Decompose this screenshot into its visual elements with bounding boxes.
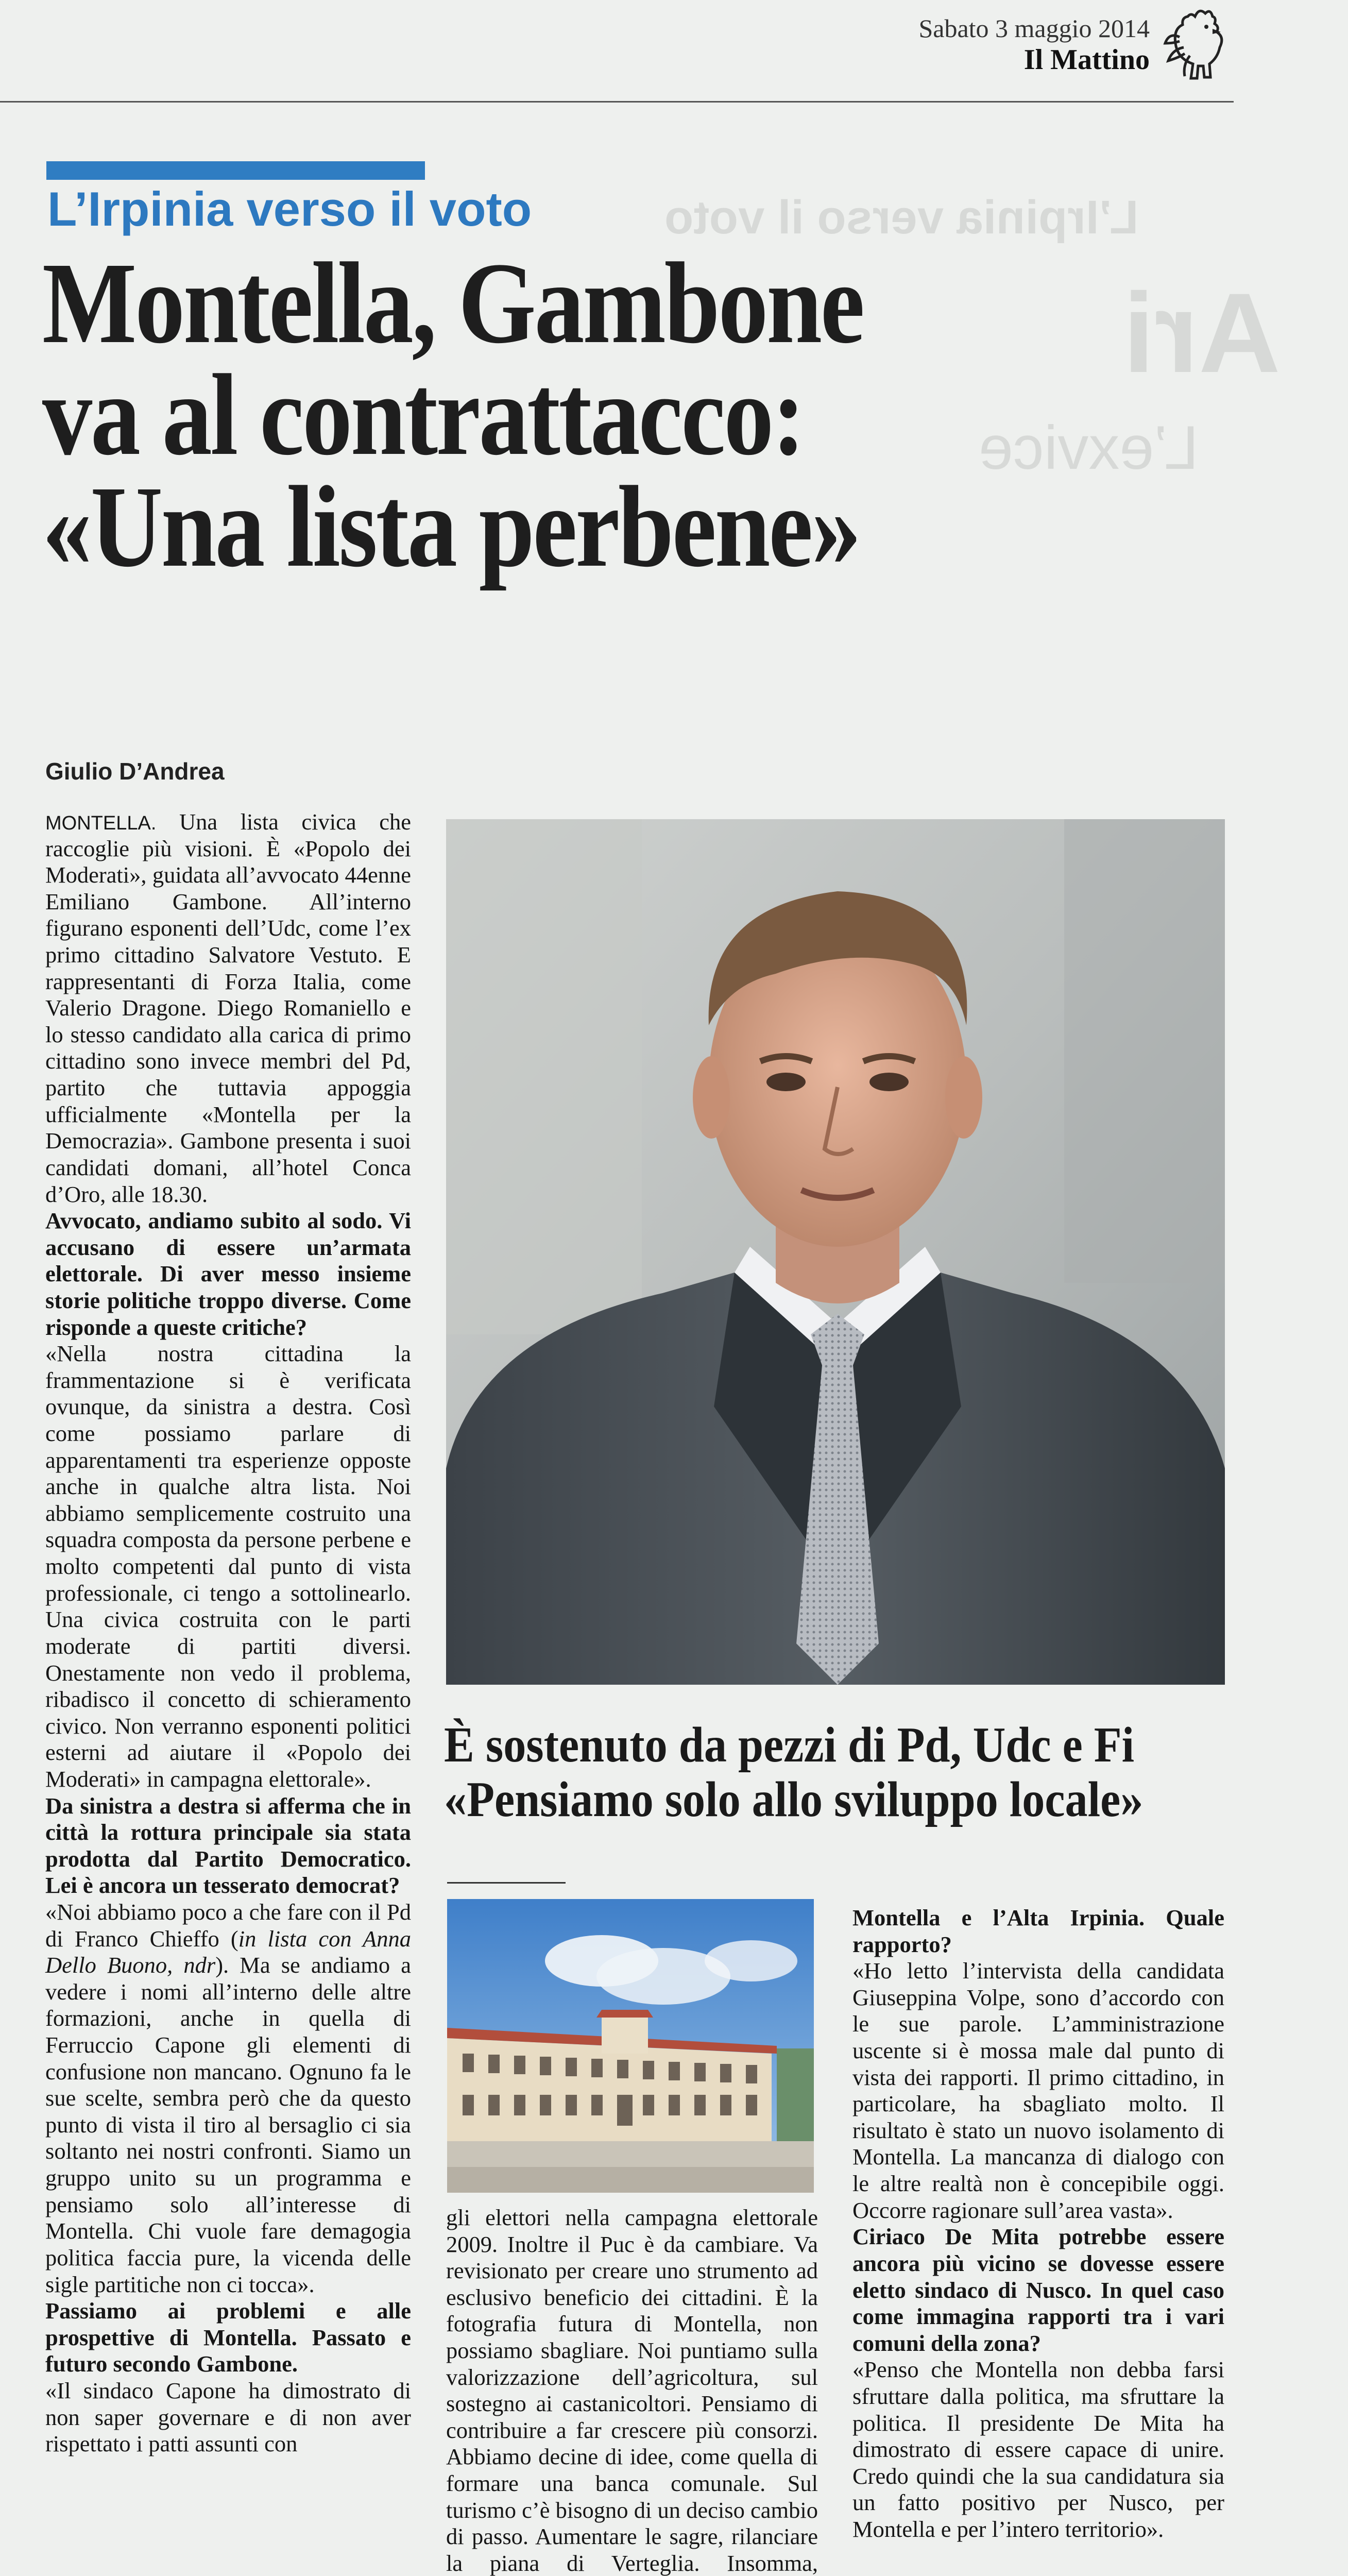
byline: Giulio D’Andrea: [45, 758, 225, 785]
answer-5: «Penso che Montella non debba farsi sfruttare dalla politica, ma sfruttare la politica. Il presidente De Mita ha dimostrato di essere capace di unire. Credo quindi che la sua candidatura sia un fatto positivo per Nusco, per Montella e per l’intero territorio».: [852, 2357, 1224, 2543]
article-column-2: [446, 2205, 818, 2576]
headline-line-2: va al contrattacco:: [42, 350, 804, 479]
headline-line-3: «Una lista perbene»: [42, 462, 860, 591]
dateline: MONTELLA.: [45, 812, 157, 834]
bleed-kicker: L’Irpinia verso il voto: [664, 191, 1139, 244]
lead-text: Una lista civica che raccoglie più visioni. È «Popolo dei Moderati», guidata all’avvocato 44enne Emiliano Gambone. All’interno figurano esponenti dell’Udc, come l’ex primo cittadino Salvatore Vestuto. E rappresentanti di Forza Italia, come Valerio Dragone. Diego Romaniello e lo stesso candidato alla carica di primo cittadino sono invece membri del Pd, partito che tuttavia appoggia ufficialmente «Montella per la Democrazia». Gambone presenta i suoi candidati domani, all’hotel Conca d’Oro, alle 18.30.: [45, 809, 411, 1207]
question-2-text: Da sinistra a destra si afferma che in città la rottura principale sia stata prodotta dal Partito Democratico. Lei è ancora un tesserato democrat?: [45, 1792, 411, 1899]
bleed-subline: L’exvice: [979, 413, 1199, 482]
answer-1: «Nella nostra cittadina la frammentazione si è verificata ovunque, da sinistra a destra. Così come possiamo parlare di apparentamenti tra esperienze opposte anche in qualche altra lista. Noi abbiamo semplicemente costruito una squadra composta da persone perbene e molto competenti dal punto di vista professionale, ci tengo a sottolinearlo. Una civica costruita con le parti moderate di partiti diversi. Onestamente non vedo il problema, ribadisco il concetto di schieramento civico. Non verranno esponenti politici esterni ad aiutare il «Popolo dei Moderati» in campagna elettorale».: [45, 1341, 411, 1792]
question-3-text: Passiamo ai problemi e alle prospettive di Montella. Passato e futuro secondo Gambone.: [45, 2298, 411, 2377]
headline: [42, 239, 863, 591]
subheadline-line-1: È sostenuto da pezzi di Pd, Udc e Fi: [444, 1717, 1135, 1773]
question-2: [45, 1793, 411, 1899]
subheadline-line-2: «Pensiamo solo allo sviluppo locale»: [444, 1771, 1144, 1827]
article-column-1: [45, 809, 411, 2458]
answer-2-note: in lista con Anna Dello Buono, ndr: [45, 1925, 411, 1978]
question-4-text: Montella e l’Alta Irpinia. Quale rapporto?: [852, 1905, 1224, 1957]
answer-3: «Il sindaco Capone ha dimostrato di non saper governare e di non aver rispettato i patti assunti con: [45, 2377, 411, 2457]
header-rule: [0, 101, 1234, 103]
portrait-photo: [446, 819, 1225, 1685]
answer-2-part-b: ). Ma se andiamo a vedere i nomi all’interno delle altre formazioni, anche in quella di Ferruccio Capone gli elementi di confusione non mancano. Ognuno fa le sue scelte, sembra però che da questo punto di vista il tiro al bersaglio ci sia soltanto nei nostri confronti. Siamo un gruppo unito su un programma e pensiamo solo all’interesse di Montella. Chi vuole fare demagogia politica faccia pure, la vicenda delle sigle partitiche non ci tocca».: [45, 1952, 412, 2297]
headline-line-1: Montella, Gambone: [42, 239, 863, 367]
subheadline: [444, 1718, 1143, 1827]
bleed-headline: Ari: [1123, 269, 1281, 396]
article-column-3: [852, 1905, 1224, 2543]
section-kicker: L’Irpinia verso il voto: [47, 182, 532, 236]
question-4: [852, 1905, 1224, 1958]
building-photo: [447, 1899, 814, 2193]
column-2-text: gli elettori nella campagna elettorale 2009. Inoltre il Puc è da cambiare. Va revisionato per creare uno strumento ad esclusivo beneficio dei cittadini. È la fotografia futura di Montella, non possiamo sbagliare. Noi puntiamo sulla valorizzazione dell’agricoltura, sul sostegno ai castanicoltori. Pensiamo di contribuire a far crescere più consorzi. Abbiamo decine di idee, come quella di formare una banca comunale. Sul turismo c’è bisogno di un deciso cambio di passo. Aumentare le sagre, rilanciare la piana di Verteglia. Insomma,: [446, 2205, 818, 2576]
question-1-text: Avvocato, andiamo subito al sodo. Vi accusano di essere un’armata elettorale. Di aver messo insieme storie politiche troppo diverse. Come risponde a queste critiche?: [45, 1208, 411, 1340]
question-1: [45, 1208, 411, 1341]
answer-2: [45, 1899, 411, 2298]
question-5: [852, 2224, 1224, 2357]
lead-paragraph: [45, 809, 411, 1208]
column-rule: [447, 1882, 566, 1884]
question-5-text: Ciriaco De Mita potrebbe essere ancora più vicino se dovesse essere eletto sindaco di Nusco. In quel caso come immagina rapporti tra i vari comuni della zona?: [852, 2224, 1224, 2356]
newspaper-name: Il Mattino: [1023, 44, 1150, 76]
answer-2-part-a: «Noi abbiamo poco a che fare con il Pd di Franco Chieffo (: [45, 1899, 411, 1952]
building-illustration: [447, 1899, 814, 2193]
answer-4: «Ho letto l’intervista della candidata Giuseppina Volpe, sono d’accordo con le sue parole. L’amministrazione uscente si è mossa male dal punto di vista dei rapporti. Il primo cittadino, in particolare, ha sbagliato molto. Il risultato è stato un nuovo isolamento di Montella. La mancanza di dialogo con le altre realtà non è concepibile oggi. Occorre ragionare sull’area vasta».: [852, 1958, 1224, 2223]
section-bar: [46, 161, 425, 180]
rooster-logo-icon: [1159, 6, 1236, 96]
portrait-illustration: [446, 819, 1225, 1685]
issue-date: Sabato 3 maggio 2014: [918, 14, 1150, 43]
question-3: [45, 2298, 411, 2378]
